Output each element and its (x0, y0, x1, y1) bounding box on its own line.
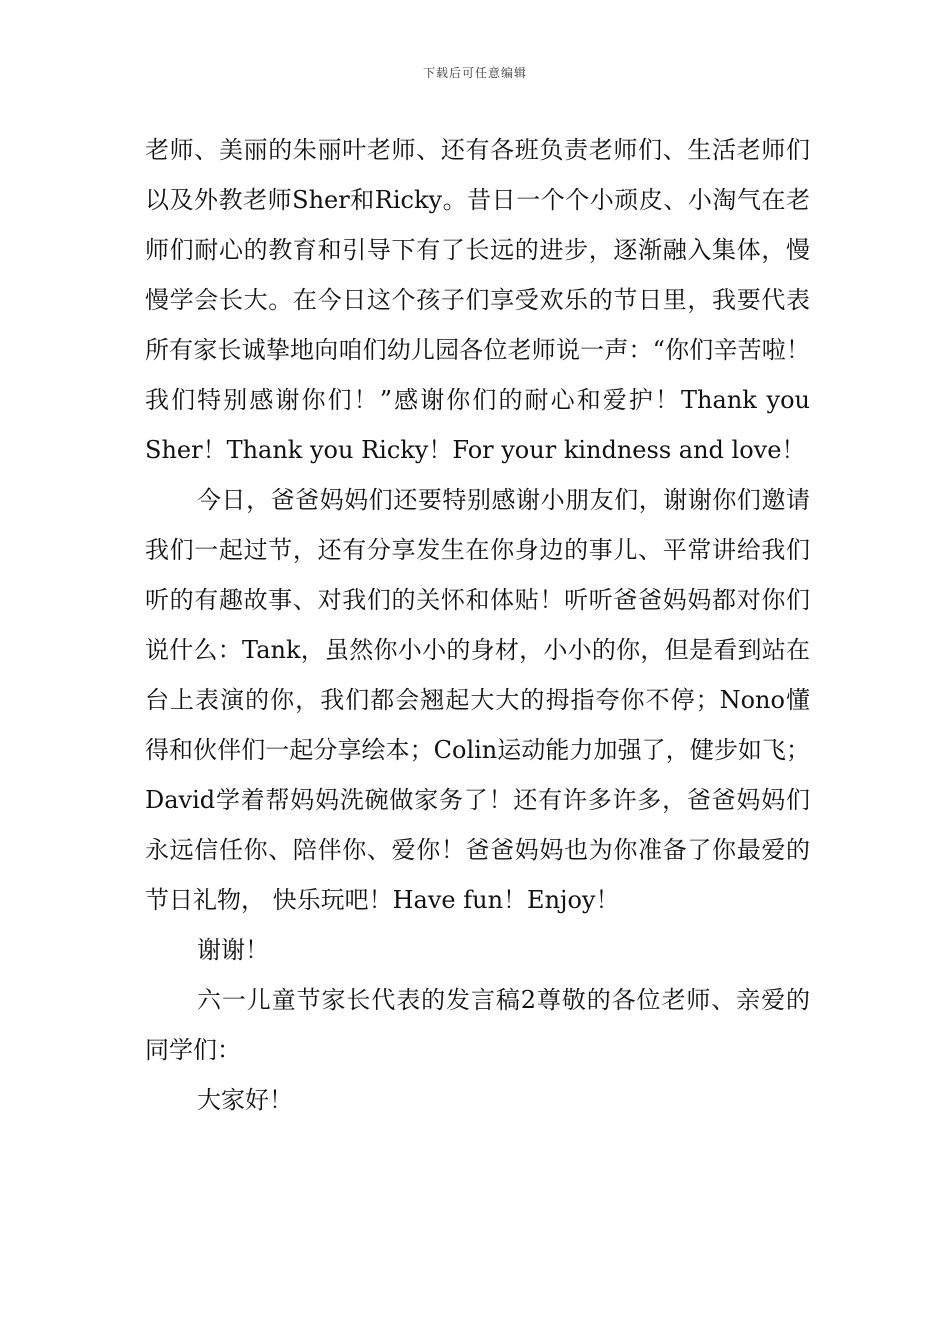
paragraph-thanks-children: 今日，爸爸妈妈们还要特别感谢小朋友们，谢谢你们邀请我们一起过节，还有分享发生在你身边的事儿、平常讲给我们听的有趣故事、对我们的关怀和体贴！听听爸爸妈妈都对你们说什么：Tank，虽然你小小的身材，小小的你，但是看到站在台上表演的你，我们都会翘起大大的拇指夸你不停；Nono懂得和伙伴们一起分享绘本；Colin运动能力加强了，健步如飞；David学着帮妈妈洗碗做家务了！还有许多许多，爸爸妈妈们永远信任你、陪伴你、爱你！爸爸妈妈也为你准备了你最爱的节日礼物， 快乐玩吧！Have fun！Enjoy！ (145, 486, 810, 914)
document-body (145, 125, 810, 1125)
paragraph-speech-2-title: 六一儿童节家长代表的发言稿2尊敬的各位老师、亲爱的同学们： (145, 986, 810, 1064)
paragraph-closing-thanks: 谢谢！ (197, 936, 269, 964)
page-header-caption: 下载后可任意编辑 (422, 66, 527, 80)
paragraph-thanks-teachers: 老师、美丽的朱丽叶老师、还有各班负责老师们、生活老师们以及外教老师Sher和Ricky。昔日一个个小顽皮、小淘气在老师们耐心的教育和引导下有了长远的进步，逐渐融入集体，慢慢学会长大。在今日这个孩子们享受欢乐的节日里，我要代表所有家长诚挚地向咱们幼儿园各位老师说一声：“你们辛苦啦！我们特别感谢你们！”感谢你们的耐心和爱护！Thank you Sher！Thank you Ricky！For your kindness and love！ (145, 136, 810, 464)
paragraph-greeting: 大家好！ (197, 1086, 293, 1114)
